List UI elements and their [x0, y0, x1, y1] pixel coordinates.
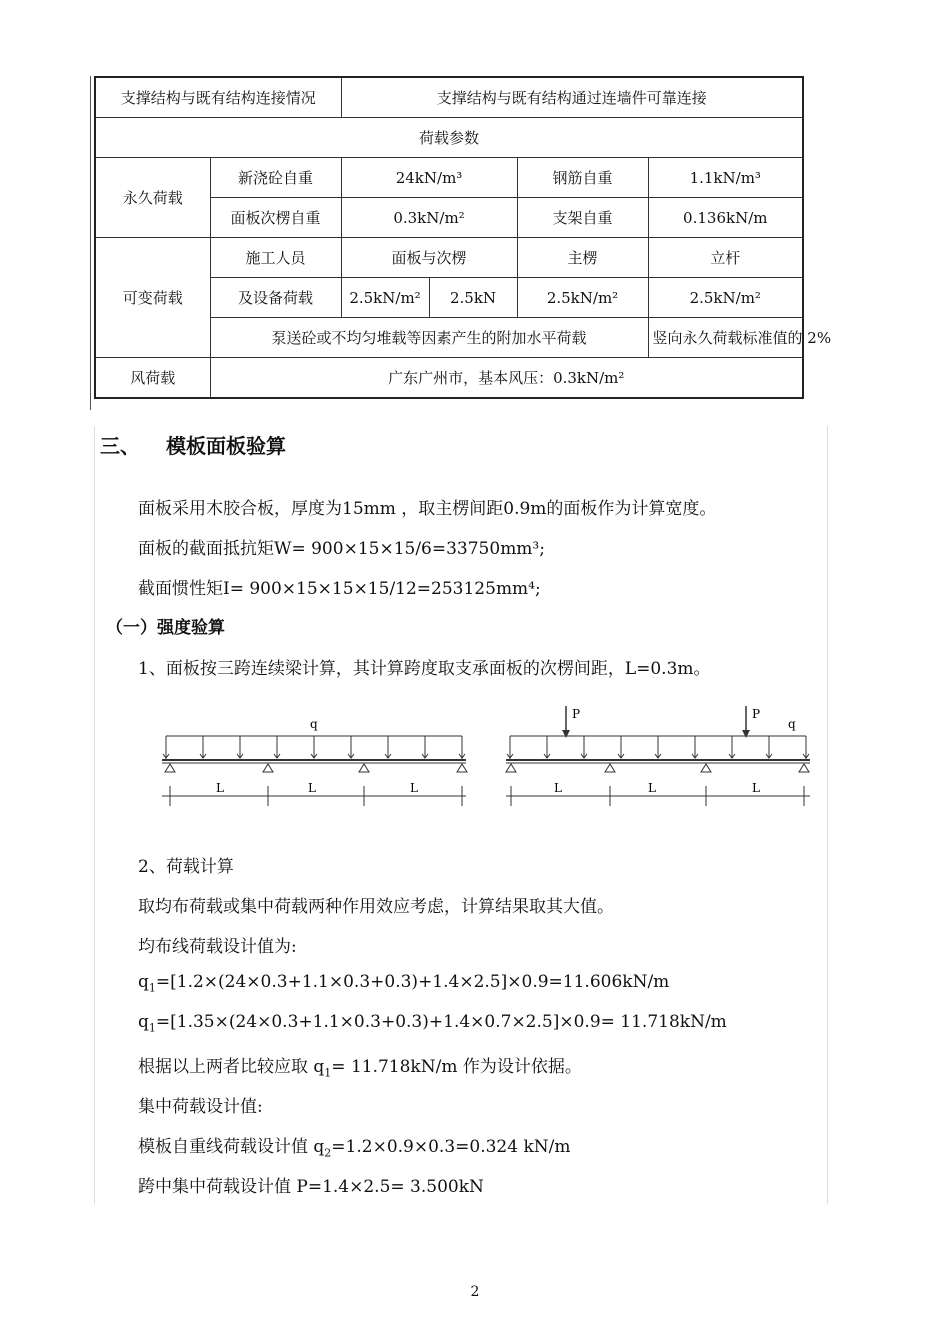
col-panel: 面板与次楞: [341, 238, 517, 278]
main-load-value: 2.5kN/m²: [517, 278, 648, 318]
span-label: L: [752, 781, 760, 795]
wind-load-label: 风荷载: [95, 358, 210, 399]
uniform-load-label: q: [310, 717, 318, 731]
col-main: 主楞: [517, 238, 648, 278]
strength-check-heading: （一）强度验算: [106, 618, 225, 638]
span-label: L: [216, 781, 224, 795]
span-label: L: [554, 781, 562, 795]
point-load-label: P: [572, 707, 581, 721]
panel-weight-label: 面板次楞自重: [210, 198, 341, 238]
table-row: [95, 358, 803, 399]
post-load-value: 2.5kN/m²: [648, 278, 803, 318]
formula-body: =[1.2×(24×0.3+1.1×0.3+0.3)+1.4×2.5]×0.9=11.606kN/m: [155, 972, 670, 992]
load-params-header: 荷载参数: [95, 118, 803, 158]
uniform-load-label: q: [788, 717, 796, 731]
table-row: [95, 118, 803, 158]
span-label: L: [410, 781, 418, 795]
support-weight-value: 0.136kN/m: [648, 198, 803, 238]
concrete-weight-label: 新浇砼自重: [210, 158, 341, 198]
table-row: [95, 158, 803, 198]
load-cases-text: 取均布荷载或集中荷载两种作用效应考虑，计算结果取其大值。: [138, 897, 614, 917]
section-title: 模板面板验算: [166, 434, 286, 458]
point-load-arrowhead: [742, 730, 750, 738]
concrete-weight-value: 24kN/m³: [341, 158, 517, 198]
formula-body: =1.2×0.9×0.3=0.324 kN/m: [331, 1137, 571, 1157]
panel-load-point: 2.5kN: [449, 288, 497, 307]
moment-of-inertia-text: 截面惯性矩I= 900×15×15×15/12=253125mm⁴;: [138, 579, 541, 599]
uniform-load-beam-diagram: [158, 708, 470, 812]
formula-p: 跨中集中荷载设计值 P=1.4×2.5= 3.500kN: [138, 1177, 484, 1197]
point-load-design-heading: 集中荷载设计值:: [138, 1097, 263, 1117]
formula-symbol: 模板自重线荷载设计值 q: [138, 1137, 325, 1157]
table-row: [95, 238, 803, 278]
variable-load-label: 可变荷载: [95, 238, 210, 358]
panel-description: 面板采用木胶合板，厚度为15mm ，取主楞间距0.9m的面板作为计算宽度。: [138, 499, 717, 519]
point-load-beam-diagram: [502, 700, 814, 812]
section-number: 三、: [100, 434, 140, 458]
section-modulus-text: 面板的截面抵抗矩W= 900×15×15/6=33750mm³;: [138, 539, 545, 559]
formula-q1-b: [138, 1012, 727, 1034]
wind-load-value: 广东广州市，基本风压：0.3kN/m²: [210, 358, 803, 399]
span-description: 1、面板按三跨连续梁计算，其计算跨度取支承面板的次楞间距，L=0.3m。: [138, 659, 711, 679]
rebar-weight-value: 1.1kN/m³: [648, 158, 803, 198]
connection-label: 支撑结构与既有结构连接情况: [95, 77, 341, 118]
span-label: L: [648, 781, 656, 795]
formula-symbol: q: [138, 1012, 149, 1032]
panel-weight-value: 0.3kN/m²: [341, 198, 517, 238]
left-rule: [90, 76, 91, 410]
formula-subscript: 2: [324, 1146, 332, 1160]
formula-q2: [138, 1132, 570, 1159]
col-post: 立杆: [648, 238, 803, 278]
horizontal-load-value: 竖向永久荷载标准值的 2%: [648, 318, 803, 358]
formula-subscript: 1: [324, 1066, 332, 1080]
workers-label-1: 施工人员: [210, 238, 341, 278]
formula-symbol: q: [138, 972, 149, 992]
uniform-load-design-heading: 均布线荷载设计值为:: [138, 937, 297, 957]
formula-body: = 11.718kN/m 作为设计依据。: [331, 1057, 582, 1077]
page-number: 2: [470, 1284, 480, 1300]
point-load-arrowhead: [562, 730, 570, 738]
point-load-label: P: [752, 707, 761, 721]
support-weight-label: 支架自重: [517, 198, 648, 238]
formula-subscript: 1: [148, 981, 156, 995]
panel-values-cell: [341, 278, 517, 318]
formula-q1-a: [138, 972, 669, 994]
load-calc-heading: 2、荷载计算: [138, 857, 234, 877]
formula-subscript: 1: [148, 1021, 156, 1035]
horizontal-load-label: 泵送砼或不均匀堆载等因素产生的附加水平荷载: [210, 318, 648, 358]
table-row: [95, 77, 803, 118]
panel-load-distributed: 2.5kN/m²: [342, 278, 430, 317]
load-parameters-table: [94, 76, 832, 399]
formula-body: =[1.35×(24×0.3+1.1×0.3+0.3)+1.4×0.7×2.5]×0.9= 11.718kN/m: [155, 1012, 727, 1032]
rebar-weight-label: 钢筋自重: [517, 158, 648, 198]
span-label: L: [308, 781, 316, 795]
permanent-load-label: 永久荷载: [95, 158, 210, 238]
formula-symbol: 根据以上两者比较应取 q: [138, 1057, 325, 1077]
design-basis-text: [138, 1052, 582, 1079]
workers-label-2: 及设备荷载: [210, 278, 341, 318]
section-heading: [100, 430, 286, 459]
connection-value: 支撑结构与既有结构通过连墙件可靠连接: [341, 77, 803, 118]
